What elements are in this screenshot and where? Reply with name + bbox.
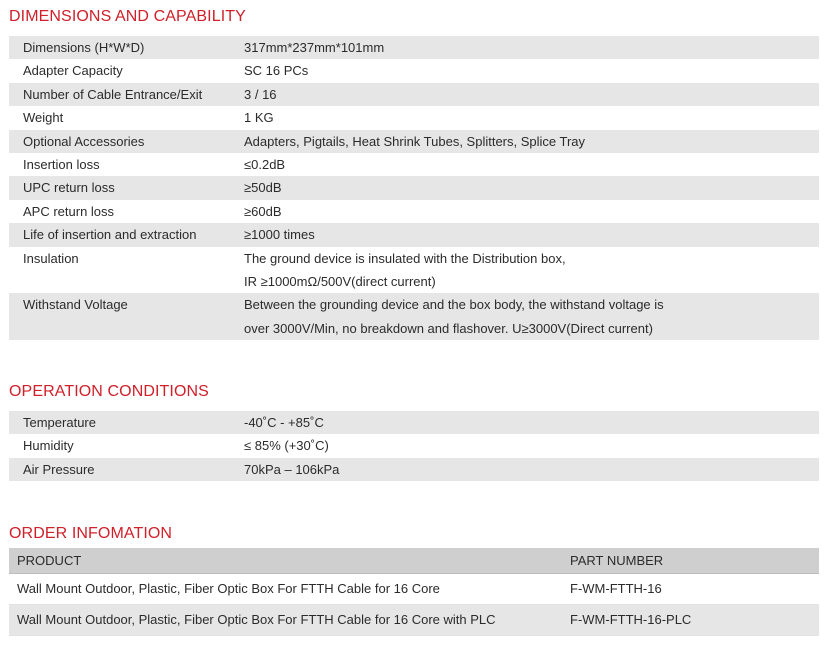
spec-row [9, 458, 819, 481]
spec-value: SC 16 PCs [244, 63, 309, 79]
spec-value: ≥50dB [244, 180, 282, 196]
spec-row [9, 130, 819, 153]
operation-table [9, 411, 819, 481]
spec-label: Withstand Voltage [23, 297, 128, 313]
order-section-title: ORDER INFOMATION [9, 525, 173, 542]
spec-row [9, 200, 819, 223]
order-table [9, 548, 819, 636]
spec-value: Adapters, Pigtails, Heat Shrink Tubes, Splitters, Splice Tray [244, 133, 586, 149]
spec-value-line: Between the grounding device and the box body, the withstand voltage is [244, 297, 664, 313]
spec-value: 3 / 16 [244, 86, 277, 102]
spec-label: Dimensions (H*W*D) [23, 40, 145, 55]
spec-row [9, 176, 819, 199]
product-column-header: PRODUCT [9, 548, 570, 574]
spec-row [9, 83, 819, 106]
spec-value-line: over 3000V/Min, no breakdown and flashover. U≥3000V(Direct current) [244, 320, 653, 336]
spec-label: Weight [23, 110, 64, 126]
spec-label: UPC return loss [23, 180, 115, 196]
spec-row [9, 223, 819, 246]
spec-value: -40˚C - +85˚C [244, 415, 324, 430]
order-row [9, 574, 819, 605]
spec-value [244, 247, 819, 294]
spec-value: ≥60dB [244, 203, 282, 219]
spec-row [9, 411, 819, 434]
product-cell: Wall Mount Outdoor, Plastic, Fiber Optic Box For FTTH Cable for 16 Core with PLC [17, 612, 496, 627]
dimensions-table [9, 36, 819, 340]
part-number-cell: F-WM-FTTH-16-PLC [570, 612, 692, 627]
spec-value: 1 KG [244, 110, 274, 126]
spec-row [9, 106, 819, 129]
spec-value-line: IR ≥1000mΩ/500V(direct current) [244, 274, 436, 290]
spec-value: ≤0.2dB [244, 157, 286, 173]
spec-value: 70kPa – 106kPa [244, 461, 340, 477]
spec-label: Number of Cable Entrance/Exit [23, 86, 203, 102]
spec-value [244, 293, 819, 340]
spec-row [9, 59, 819, 82]
spec-value: 317mm*237mm*101mm [244, 40, 385, 55]
product-cell: Wall Mount Outdoor, Plastic, Fiber Optic Box For FTTH Cable for 16 Core [17, 581, 440, 596]
order-header-row [9, 548, 819, 574]
order-row [9, 605, 819, 636]
spec-value: ≥1000 times [244, 227, 315, 243]
part-number-cell: F-WM-FTTH-16 [570, 581, 662, 596]
part-number-column-header: PART NUMBER [570, 548, 819, 574]
spec-label: APC return loss [23, 203, 115, 219]
spec-value-line: The ground device is insulated with the Distribution box, [244, 250, 566, 266]
spec-label: Optional Accessories [23, 133, 145, 149]
spec-label: Temperature [23, 415, 96, 430]
spec-row [9, 434, 819, 457]
spec-label: Humidity [23, 438, 74, 454]
spec-label: Adapter Capacity [23, 63, 123, 79]
spec-label: Insertion loss [23, 157, 100, 173]
spec-label: Life of insertion and extraction [23, 227, 197, 243]
spec-row [9, 36, 819, 59]
spec-row [9, 293, 819, 340]
spec-label: Insulation [23, 250, 79, 266]
spec-row [9, 247, 819, 294]
spec-row [9, 153, 819, 176]
spec-label: Air Pressure [23, 461, 95, 477]
spec-value: ≤ 85% (+30˚C) [244, 438, 329, 454]
operation-section-title: OPERATION CONDITIONS [9, 383, 209, 400]
dimensions-section-title: DIMENSIONS AND CAPABILITY [9, 8, 246, 25]
